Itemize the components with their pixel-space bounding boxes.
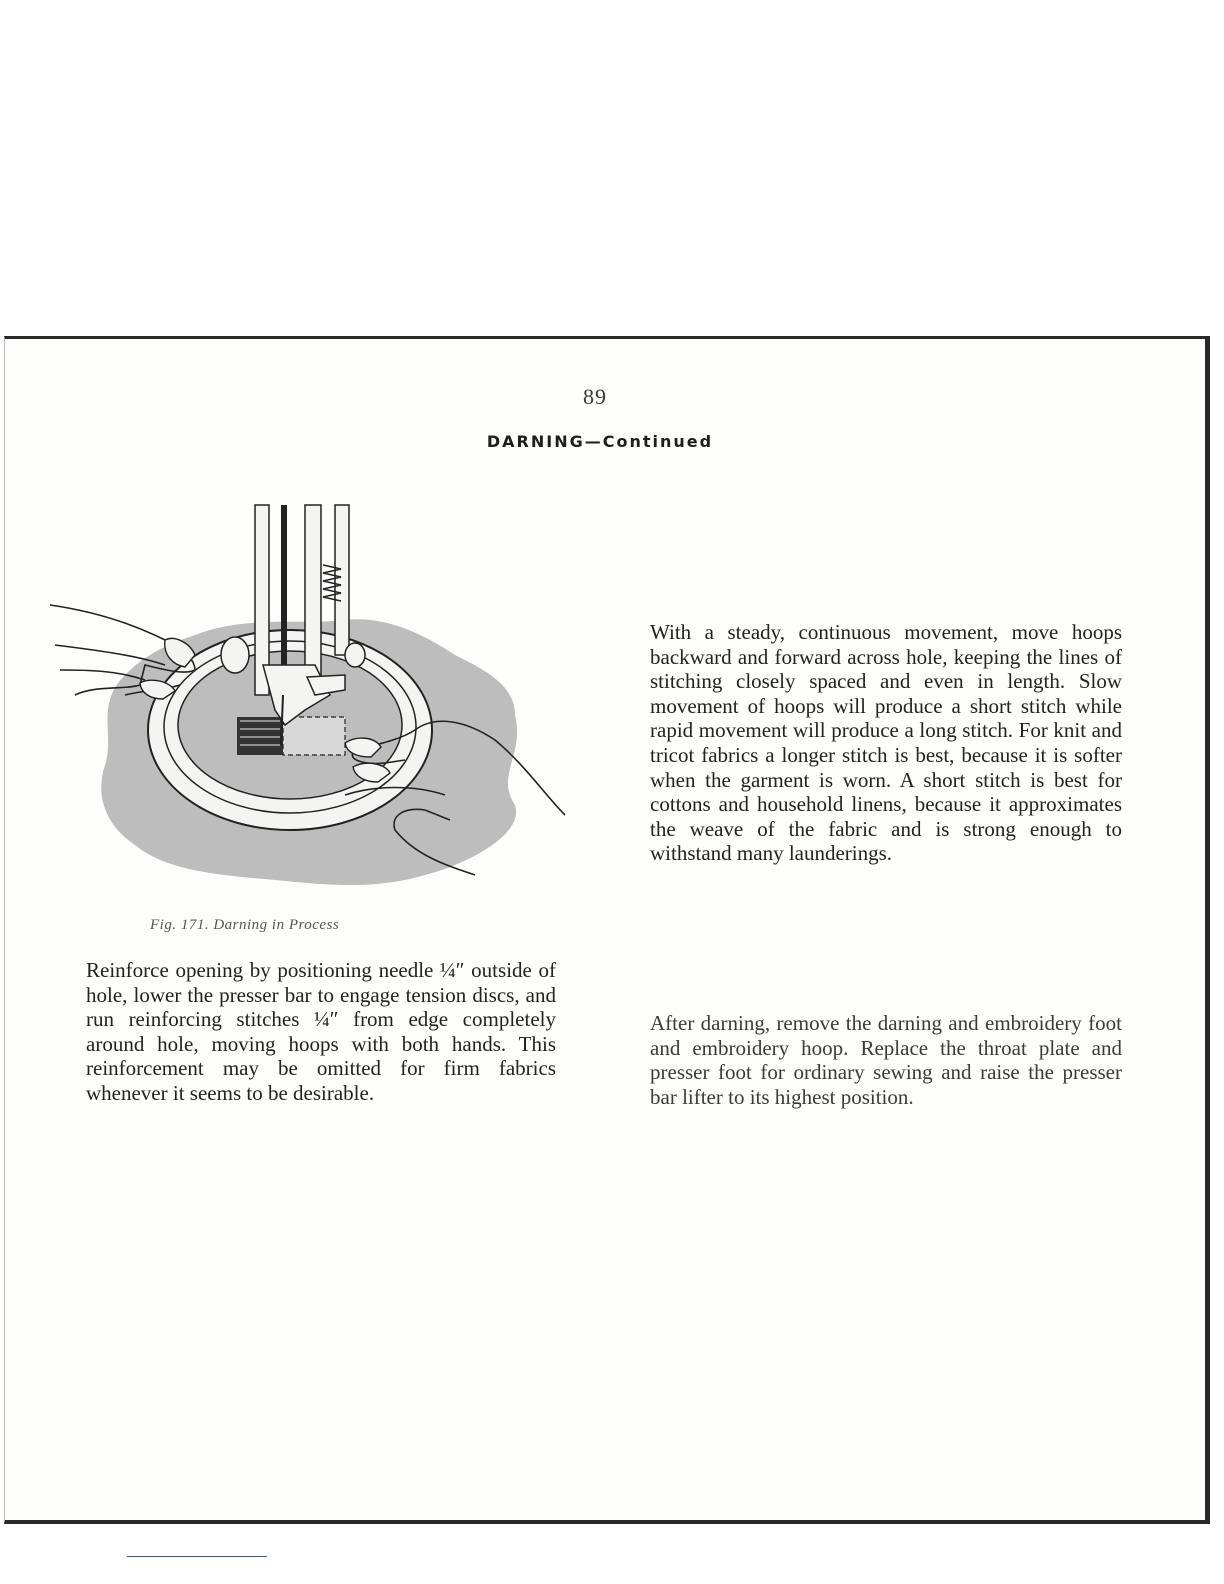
footer-rule [127, 1556, 267, 1557]
section-heading: DARNING—Continued [486, 432, 714, 451]
paragraph-reinforce: Reinforce opening by positioning needle ¼″ outside of hole, lower the presser bar to engage tension discs, and run reinforcing stitches ¼″ from edge completely around hole, moving hoops with both hands. This reinforcement may be omitted for firm fabrics whenever it seems to be desirable. [86, 958, 556, 1105]
stitch-outline [283, 717, 345, 755]
thumb-screw [221, 637, 249, 673]
darning-illustration [45, 495, 585, 910]
page-number: 89 [583, 384, 607, 409]
darned-patch [237, 717, 283, 755]
figure-caption: Fig. 171. Darning in Process [150, 917, 340, 933]
paragraph-after-darning: After darning, remove the darning and embroidery foot and embroidery hoop. Replace the throat plate and presser foot for ordinary sewing and raise the presser bar lifter to its highest position. [650, 1011, 1122, 1109]
paragraph-movement: With a steady, continuous movement, move hoops backward and forward across hole, keeping the lines of stitching closely spaced and even in length. Slow movement of hoops will produce a short stitch while rapid movement will produce a long stitch. For knit and tricot fabrics a longer stitch is best, because it is softer when the garment is worn. A short stitch is best for cottons and household linens, because it approximates the weave of the fabric and is strong enough to withstand many launderings. [650, 620, 1122, 866]
